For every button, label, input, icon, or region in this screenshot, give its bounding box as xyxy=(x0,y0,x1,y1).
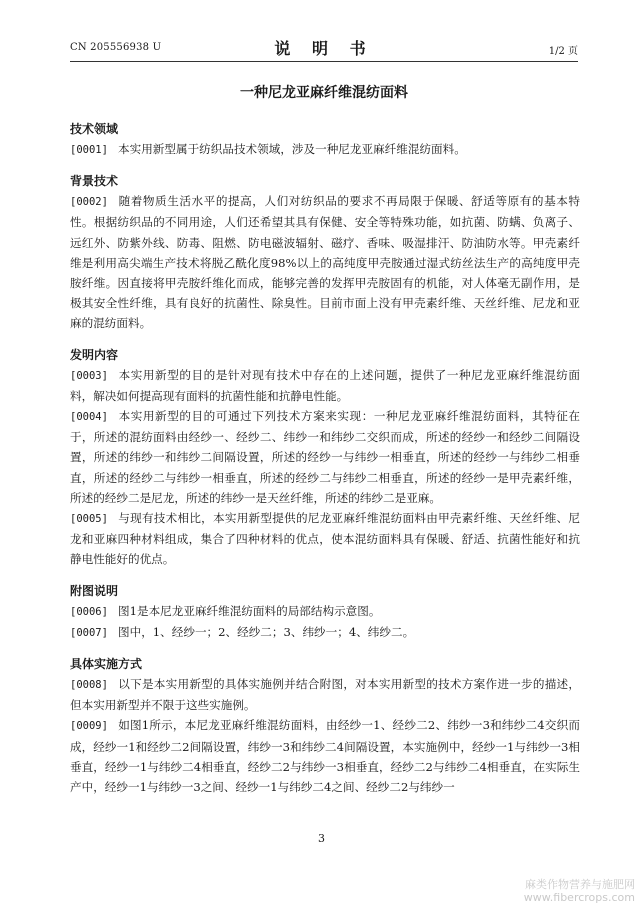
paragraph-text: 本实用新型的目的可通过下列技术方案来实现：一种尼龙亚麻纤维混纺面料，其特征在于，所述的混纺面料由经纱一、经纱二、纬纱一和纬纱二交织而成，所述的经纱一和经纱二间隔设置，所述的纬纱一和纬纱二间隔设置，所述的经纱一与纬纱一相垂直，所述的经纱一与纬纱二相垂直，所述的经纱二与纬纱一相垂直，所述的经纱二与纬纱二相垂直，所述的经纱一是甲壳素纤维，所述的经纱二是尼龙，所述的纬纱一是天丝纤维，所述的纬纱二是亚麻。 xyxy=(70,409,580,505)
section-heading: 发明内容 xyxy=(70,347,119,362)
paragraph-number: [0005] xyxy=(70,513,108,526)
paragraph-text: 本实用新型属于纺织品技术领域，涉及一种尼龙亚麻纤维混纺面料。 xyxy=(118,142,466,156)
page-header xyxy=(70,36,578,58)
section-heading: 背景技术 xyxy=(70,174,119,189)
section-heading: 具体实施方式 xyxy=(70,657,143,672)
patent-number: CN 205556938 U xyxy=(70,42,162,53)
paragraph xyxy=(70,674,580,715)
watermark-line-2: www.fibercrops.com xyxy=(523,891,635,904)
paragraph-text: 图中，1、经纱一；2、经纱二；3、纬纱一；4、纬纱二。 xyxy=(118,624,415,639)
invention-title: 一种尼龙亚麻纤维混纺面料 xyxy=(240,85,408,101)
paragraph-number: [0003] xyxy=(70,369,108,382)
section-background xyxy=(70,171,580,333)
page-number-footer: 3 xyxy=(318,832,325,845)
paragraph xyxy=(70,406,580,508)
paragraph xyxy=(70,191,580,333)
section-heading: 技术领域 xyxy=(70,122,119,136)
watermark-line-1: 麻类作物营养与施肥网 xyxy=(525,878,635,891)
paragraph xyxy=(70,601,580,622)
paragraph xyxy=(70,715,580,797)
paragraph xyxy=(70,622,580,643)
paragraph-number: [0004] xyxy=(70,411,108,424)
paragraph-number: [0009] xyxy=(70,720,108,733)
section-drawings xyxy=(70,581,580,643)
paragraph-number: [0002] xyxy=(70,196,108,209)
header-divider xyxy=(70,61,578,62)
page-indicator: 1/2 页 xyxy=(548,46,578,57)
paragraph-number: [0001] xyxy=(70,144,108,156)
paragraph-number: [0008] xyxy=(70,679,108,692)
document-body xyxy=(70,119,580,808)
paragraph-number: [0007] xyxy=(70,626,108,639)
paragraph-text: 图1是本尼龙亚麻纤维混纺面料的局部结构示意图。 xyxy=(118,603,381,618)
paragraph xyxy=(70,139,580,160)
paragraph xyxy=(70,508,580,570)
section-summary xyxy=(70,345,580,570)
paragraph-text: 以下是本实用新型的具体实施例并结合附图，对本实用新型的技术方案作进一步的描述，但本实用新型并不限于这些实施例。 xyxy=(70,677,580,713)
site-watermark xyxy=(524,878,635,904)
document-type-title: 说 明 书 xyxy=(274,39,374,58)
section-embodiments xyxy=(70,654,580,797)
paragraph-text: 如图1所示，本尼龙亚麻纤维混纺面料，由经纱一1、经纱二2、纬纱一3和纬纱二4交织而成，经纱一1和经纱二2间隔设置，纬纱一3和纬纱二4间隔设置，本实施例中，经纱一1与纬纱一3相垂直，经纱一1与纬纱二4相垂直，经纱二2与纬纱一3相垂直，经纱二2与纬纱二4相垂直，在实际生产中，经纱一1与纬纱一3之间、经纱一1与纬纱二4之间、经纱二2与纬纱一 xyxy=(70,718,580,795)
paragraph xyxy=(70,365,580,406)
paragraph-text: 与现有技术相比，本实用新型提供的尼龙亚麻纤维混纺面料由甲壳素纤维、天丝纤维、尼龙和亚麻四种材料组成，集合了四种材料的优点，使本混纺面料具有保暖、舒适、抗菌性能好和抗静电性能好的优点。 xyxy=(70,511,580,567)
paragraph-text: 随着物质生活水平的提高，人们对纺织品的要求不再局限于保暖、舒适等原有的基本特性。根据纺织品的不同用途，人们还希望其具有保健、安全等特殊功能，如抗菌、防螨、负离子、远红外、防紫外线、防毒、阻燃、防电磁波辐射、磁疗、香味、吸湿排汗、防油防水等。甲壳素纤维是利用高尖端生产技术将脱乙酰化度98%以上的高纯度甲壳胺通过湿式纺丝法生产的高纯度甲壳胺纤维。因直接将甲壳胺纤维化而成，能够完善的发挥甲壳胺固有的机能，对人体毫无副作用，是极其安全性纤维，具有良好的抗菌性、除臭性。目前市面上没有甲壳素纤维、天丝纤维、尼龙和亚麻的混纺面料。 xyxy=(70,194,580,331)
paragraph-text: 本实用新型的目的是针对现有技术中存在的上述问题，提供了一种尼龙亚麻纤维混纺面料，解决如何提高现有面料的抗菌性能和抗静电性能。 xyxy=(70,367,580,403)
section-technical-field xyxy=(70,119,580,160)
section-heading: 附图说明 xyxy=(70,583,119,598)
paragraph-number: [0006] xyxy=(70,605,108,618)
